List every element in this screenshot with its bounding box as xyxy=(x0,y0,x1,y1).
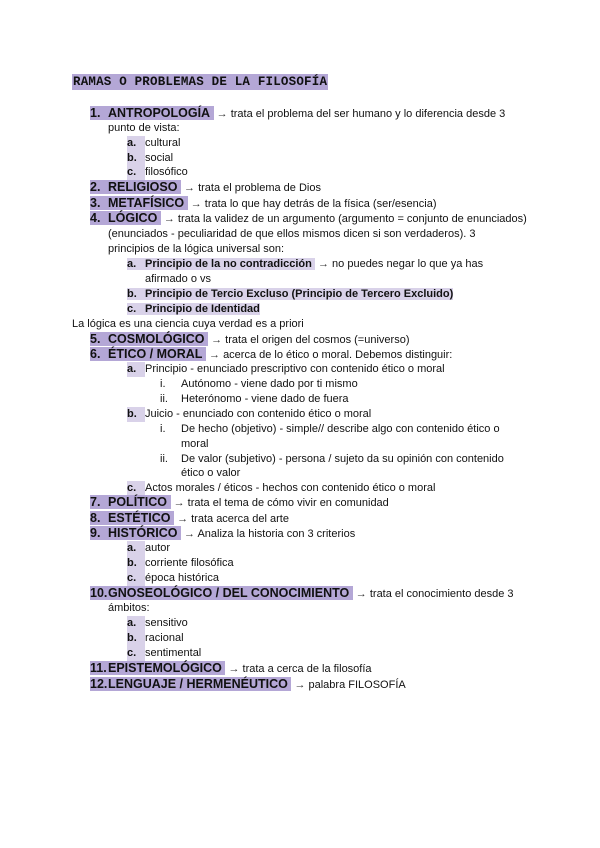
list-item-2: 2. RELIGIOSO → trata el problema de Dios xyxy=(90,180,321,194)
continuation-text: ético o valor xyxy=(181,467,241,479)
sub-sub-item: ii. De valor (subjetivo) - persona / sujeto da su opinión con contenido xyxy=(160,453,504,465)
sub-item: b. corriente filosófica xyxy=(127,557,234,569)
sub-sub-item: ii. Heterónomo - viene dado de fuera xyxy=(160,393,349,405)
list-item-8: 8. ESTÉTICO → trata acerca del arte xyxy=(90,511,289,525)
continuation-text: moral xyxy=(181,438,209,450)
list-item-1 xyxy=(90,106,505,122)
sub-item: c. sentimental xyxy=(127,647,202,659)
arrow-icon: → xyxy=(317,258,329,270)
sub-item: c. época histórica xyxy=(127,572,219,584)
sub-item: c. Principio de Identidad xyxy=(127,303,260,315)
list-item-5: 5. COSMOLÓGICO → trata el origen del cosmos (=universo) xyxy=(90,332,410,346)
arrow-icon: → xyxy=(294,679,306,691)
sub-sub-item: i. Autónomo - viene dado por ti mismo xyxy=(160,378,358,390)
continuation-text: punto de vista: xyxy=(108,122,180,134)
arrow-icon: → xyxy=(177,513,189,525)
arrow-icon: → xyxy=(184,182,195,194)
list-item-4: 4. LÓGICO → trata la validez de un argumento (argumento = conjunto de enunciados) xyxy=(90,211,527,225)
sub-item: a. Principio de la no contradicción → no puedes negar lo que ya has xyxy=(127,258,484,270)
list-item-12: 12.LENGUAJE / HERMENÉUTICO → palabra FILOSOFÍA xyxy=(90,677,406,691)
sub-item: a. autor xyxy=(127,542,171,554)
arrow-icon: → xyxy=(355,588,367,600)
sub-item: c. Actos morales / éticos - hechos con contenido ético o moral xyxy=(127,482,436,494)
continuation-text: afirmado o vs xyxy=(145,273,212,285)
sub-item: a. cultural xyxy=(127,137,181,149)
sub-item: c. filosófico xyxy=(127,166,188,178)
sub-item: b. Principio de Tercio Excluso (Principio de Tercero Excluido) xyxy=(127,288,454,300)
sub-item: b. Juicio - enunciado con contenido ético o moral xyxy=(127,408,372,420)
arrow-icon: → xyxy=(228,663,240,675)
continuation-text: principios de la lógica universal son: xyxy=(108,243,285,255)
arrow-icon: → xyxy=(163,213,175,225)
sub-item: a. Principio - enunciado prescriptivo con contenido ético o moral xyxy=(127,363,445,375)
arrow-icon: → xyxy=(190,198,202,210)
continuation-text: ámbitos: xyxy=(108,602,150,614)
list-item-9: 9. HISTÓRICO → Analiza la historia con 3 criterios xyxy=(90,526,356,540)
arrow-icon: → xyxy=(209,349,220,361)
branch-desc: trata el problema del ser humano y lo diferencia desde 3 xyxy=(230,108,506,120)
sub-sub-item: i. De hecho (objetivo) - simple// describe algo con contenido ético o xyxy=(160,423,500,435)
continuation-text: (enunciados - peculiaridad de que ellos mismos dicen si son verdaderos). 3 xyxy=(108,228,476,240)
arrow-icon: → xyxy=(211,334,223,346)
note-text: La lógica es una ciencia cuya verdad es a priori xyxy=(72,318,304,330)
list-item-3: 3. METAFÍSICO → trata lo que hay detrás de la física (ser/esencia) xyxy=(90,196,437,210)
sub-item: a. sensitivo xyxy=(127,617,188,629)
list-item-7: 7. POLÍTICO → trata el tema de cómo vivir en comunidad xyxy=(90,495,389,509)
sub-item: b. racional xyxy=(127,632,184,644)
page-title: RAMAS O PROBLEMAS DE LA FILOSOFÍA xyxy=(73,75,328,89)
list-item-6: 6. ÉTICO / MORAL → acerca de lo ético o moral. Debemos distinguir: xyxy=(90,347,453,361)
branch-label: 1. ANTROPOLOGÍA xyxy=(90,106,214,120)
list-item-11: 11.EPISTEMOLÓGICO → trata a cerca de la filosofía xyxy=(90,661,372,675)
arrow-icon: → xyxy=(216,108,228,120)
list-item-10: 10.GNOSEOLÓGICO / DEL CONOCIMIENTO → trata el conocimiento desde 3 xyxy=(90,586,514,600)
arrow-icon: → xyxy=(184,528,195,540)
arrow-icon: → xyxy=(173,497,185,509)
sub-item: b. social xyxy=(127,152,174,164)
